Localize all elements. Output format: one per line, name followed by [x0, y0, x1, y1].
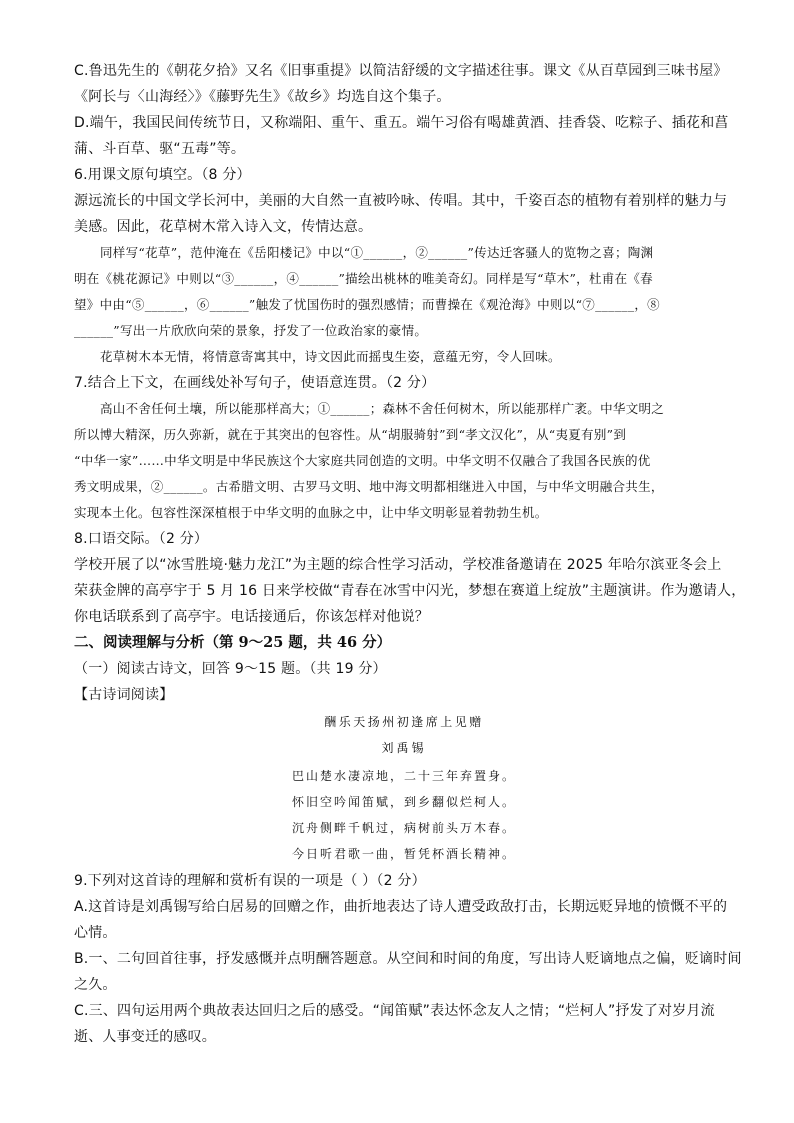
question-6-fill-1: 同样写“花草”，范仲淹在《岳阳楼记》中以“①______，②______”传达迁客骚人的览物之喜；陶渊 [100, 245, 654, 260]
question-6-fill-3: 望》中由“⑤______，⑥______”触发了忧国伤时的强烈感情；而曹操在《观沧海》中则以“⑦______，⑧ [74, 297, 660, 312]
question-7-text-1: 高山不舍任何土壤，所以能那样高大；①______；森林不舍任何树木，所以能那样广袤。中华文明之 [100, 401, 665, 416]
poem-line-4: 今日听君歌一曲，暂凭杯酒长精神。 [291, 847, 516, 861]
question-8-text-1: 学校开展了以“冰雪胜境·魅力龙江”为主题的综合性学习活动，学校准备邀请在 2025 年哈尔滨亚冬会上 [74, 557, 722, 573]
question-6-intro-1: 源远流长的中国文学长河中，美丽的大自然一直被吟咏、传唱。其中，千姿百态的植物有着别样的魅力与 [74, 193, 728, 209]
exam-page [74, 60, 746, 1052]
poem-title: 酬乐天扬州初逢席上见赠 [324, 715, 484, 729]
poem-author: 刘禹锡 [381, 741, 427, 755]
option-d-line-1: D.端午，我国民间传统节日，又称端阳、重午、重五。端午习俗有喝雄黄酒、挂香袋、吃粽子、插花和菖 [74, 115, 729, 131]
option-d-line-2: 蒲、斗百草、驱“五毒”等。 [74, 141, 246, 157]
question-6-intro-2: 美感。因此，花草树木常入诗入文，传情达意。 [74, 219, 373, 235]
question-9-option-a-1: A.这首诗是刘禹锡写给白居易的回赠之作，曲折地表达了诗人遭受政敌打击，长期远贬异地的愤慨不平的 [74, 899, 728, 915]
question-6-closing: 花草树木本无情，将情意寄寓其中，诗文因此而摇曳生姿，意蕴无穷，令人回味。 [100, 349, 561, 364]
poem-line-2: 怀旧空吟闻笛赋，到乡翻似烂柯人。 [291, 795, 516, 809]
section-2-heading: 二、阅读理解与分析（第 9～25 题，共 46 分） [74, 634, 392, 651]
question-7-title: 7.结合上下文，在画线处补写句子，使语意连贯。（2 分） [74, 375, 436, 391]
question-9-option-b-2: 之久。 [74, 977, 117, 993]
question-7-text-4: 秀文明成果，②______。古希腊文明、古罗马文明、地中海文明都相继进入中国，与中华文明融合共生， [74, 479, 664, 494]
question-7-text-5: 实现本土化。包容性深深植根于中华文明的血脉之中，让中华文明彰显着勃勃生机。 [74, 505, 548, 520]
poem-line-3: 沉舟侧畔千帆过，病树前头万木春。 [291, 821, 516, 835]
question-9-title: 9.下列对这首诗的理解和赏析有误的一项是（ ）（2 分） [74, 873, 426, 889]
question-9-option-c-2: 逝、人事变迁的感叹。 [74, 1029, 216, 1045]
poetry-reading-label: 【古诗词阅读】 [74, 687, 174, 703]
poem-line-1: 巴山楚水凄凉地，二十三年弃置身。 [291, 769, 516, 783]
question-6-title: 6.用课文原句填空。（8 分） [74, 167, 251, 183]
question-7-text-2: 所以博大精深，历久弥新，就在于其突出的包容性。从“胡服骑射”到“孝文汉化”，从“夷夏有别”到 [74, 427, 627, 442]
question-6-fill-4: ______”写出一片欣欣向荣的景象，抒发了一位政治家的豪情。 [74, 323, 428, 338]
option-c-line-2: 《阿长与〈山海经〉》《藤野先生》《故乡》均选自这个集子。 [74, 89, 451, 105]
option-c-line-1: C.鲁迅先生的《朝花夕拾》又名《旧事重提》以简洁舒缓的文字描述往事。课文《从百草园到三味书屋》 [74, 63, 728, 79]
question-7-text-3: “中华一家”……中华文明是中华民族这个大家庭共同创造的文明。中华文明不仅融合了我国各民族的优 [74, 453, 651, 468]
question-9-option-a-2: 心情。 [74, 925, 117, 941]
question-8-text-3: 你电话联系到了高亭宇。电话接通后，你该怎样对他说？ [74, 609, 429, 625]
question-6-fill-2: 明在《桃花源记》中则以“③______，④______”描绘出桃林的唯美奇幻。同样是写“草木”，杜甫在《春 [74, 271, 653, 286]
question-9-option-c-1: C.三、四句运用两个典故表达回归之后的感受。“闻笛赋”表达怀念友人之情；“烂柯人”抒发了对岁月流 [74, 1003, 715, 1019]
subsection-1-heading: （一）阅读古诗文，回答 9～15 题。（共 19 分） [74, 661, 387, 677]
question-8-text-2: 荣获金牌的高亭宇于 5 月 16 日来学校做“青春在冰雪中闪光，梦想在赛道上绽放”主题演讲。作为邀请人， [74, 583, 746, 599]
question-9-option-b-1: B.一、二句回首往事，抒发感慨并点明酬答题意。从空间和时间的角度，写出诗人贬谪地点之偏，贬谪时间 [74, 951, 742, 967]
question-8-title: 8.口语交际。（2 分） [74, 531, 209, 547]
